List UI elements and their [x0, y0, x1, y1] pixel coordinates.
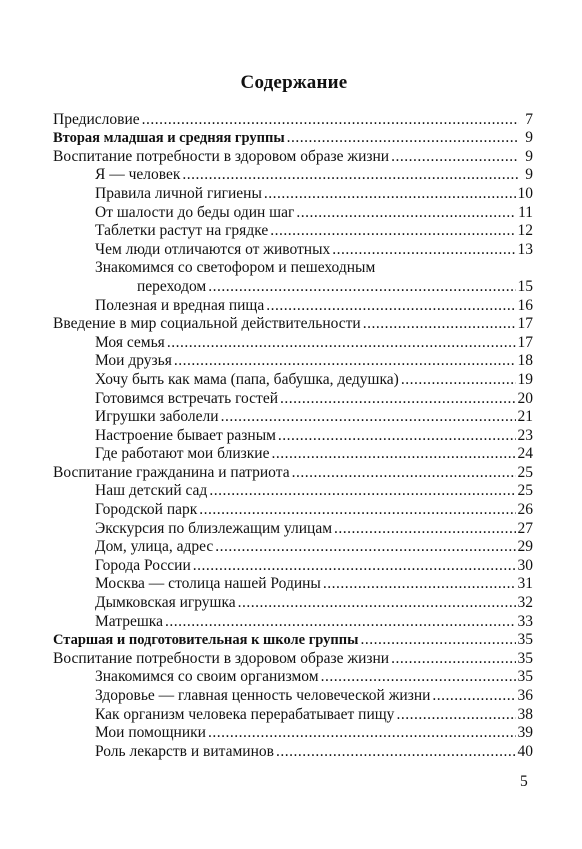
toc-entry [53, 742, 533, 761]
toc-entry-label: Наш детский сад [95, 482, 208, 500]
dot-leader [432, 687, 515, 705]
dot-leader [221, 408, 516, 426]
toc-entry [53, 445, 533, 464]
toc-entry [53, 259, 533, 296]
toc-entry-page: 20 [517, 389, 533, 407]
toc-entry-label: Воспитание потребности в здоровом образе жизни [53, 147, 390, 165]
toc-entry [53, 575, 533, 594]
toc-entry-label: Воспитание потребности в здоровом образе жизни [53, 649, 390, 667]
toc-entry-label: Таблетки растут на грядке [95, 222, 269, 240]
toc-entry-label: Предисловие [53, 110, 140, 128]
toc-entry-label: Вторая младшая и средняя группы [53, 130, 285, 147]
dot-leader [280, 390, 515, 408]
toc-entry-page: 25 [517, 482, 533, 500]
dot-leader [296, 204, 516, 222]
toc-entry-label: От шалости до беды один шаг [95, 203, 295, 221]
page-number: 5 [520, 773, 528, 790]
toc-entry-page: 21 [517, 408, 533, 426]
dot-leader [323, 575, 516, 593]
dot-leader [193, 557, 516, 575]
toc-entry-page: 27 [517, 519, 533, 537]
dot-leader [199, 501, 515, 519]
toc-entry-page: 17 [517, 333, 533, 351]
dot-leader [396, 706, 515, 724]
toc-entry-page: 23 [517, 426, 533, 444]
toc-entry-page: 33 [517, 612, 533, 630]
toc-entry-page: 19 [517, 370, 533, 388]
toc-entry-page: 39 [517, 724, 533, 742]
toc-entry [53, 426, 533, 445]
dot-leader [391, 650, 515, 668]
toc-entry-label: Знакомимся со светофором и пешеходным [95, 258, 376, 276]
toc-entry-label: Городской парк [95, 501, 198, 519]
toc-entry-page: 13 [517, 240, 533, 258]
toc-entry [53, 222, 533, 241]
toc-entry [53, 333, 533, 352]
toc-entry [53, 482, 533, 501]
toc-entry-page: 29 [517, 538, 533, 556]
toc-entry-label: Правила личной гигиены [95, 184, 262, 202]
toc-entry [53, 203, 533, 222]
toc-entry [53, 296, 533, 315]
toc-entry-label: Экскурсия по близлежащим улицам [95, 519, 333, 537]
toc-entry-label: Как организм человека перерабатывает пищу [95, 705, 395, 723]
toc-entry-page: 10 [517, 184, 533, 202]
toc-entry [53, 593, 533, 612]
dot-leader [238, 594, 516, 612]
toc-entry-label-continued: переходом [137, 277, 207, 295]
toc-entry [53, 631, 533, 650]
table-of-contents [53, 110, 533, 761]
dot-leader [391, 148, 519, 166]
dot-leader [270, 222, 515, 240]
toc-entry [53, 389, 533, 408]
dot-leader [401, 371, 516, 389]
toc-entry [53, 370, 533, 389]
toc-entry-label: Знакомимся со своим организмом [95, 668, 319, 686]
toc-entry-label: Полезная и вредная пища [95, 296, 265, 314]
toc-entry [53, 129, 533, 148]
toc-entry-label: Мои помощники [95, 724, 206, 742]
toc-entry-label: Игрушки заболели [95, 408, 219, 426]
toc-entry-label: Дом, улица, адрес [95, 538, 214, 556]
dot-leader [174, 352, 516, 370]
dot-leader [278, 427, 516, 445]
dot-leader [182, 166, 519, 184]
toc-entry [53, 110, 533, 129]
toc-entry-page: 9 [525, 166, 533, 184]
toc-entry-label: Я — человек [95, 166, 181, 184]
toc-entry [53, 538, 533, 557]
toc-entry [53, 612, 533, 631]
toc-entry-page: 35 [517, 631, 533, 649]
toc-entry-label: Мои друзья [95, 352, 172, 370]
toc-entry-page: 36 [517, 687, 533, 704]
toc-entry-page: 18 [517, 352, 533, 370]
toc-entry-page: 30 [517, 556, 533, 574]
toc-entry-label: Старшая и подготовительная к школе группы [53, 632, 359, 649]
dot-leader [266, 297, 515, 315]
toc-entry [53, 500, 533, 519]
toc-entry-label: Города России [95, 556, 191, 574]
toc-entry-page: 40 [517, 742, 533, 760]
toc-entry [53, 240, 533, 259]
toc-entry-label: Матрешка [95, 612, 163, 630]
toc-entry-label: Моя семья [95, 333, 165, 351]
toc-entry-page: 16 [517, 296, 533, 314]
dot-leader [142, 111, 519, 129]
dot-leader [215, 538, 515, 556]
toc-entry [53, 184, 533, 203]
dot-leader [321, 668, 516, 686]
toc-entry [53, 147, 533, 166]
toc-entry [53, 724, 533, 743]
toc-entry [53, 352, 533, 371]
toc-entry-page: 9 [525, 147, 533, 165]
toc-entry-page: 11 [518, 203, 533, 221]
toc-entry [53, 463, 533, 482]
toc-entry-label: Воспитание гражданина и патриота [53, 463, 290, 481]
toc-entry [53, 408, 533, 427]
dot-leader [271, 445, 515, 463]
dot-leader [287, 129, 519, 147]
toc-entry-label: Введение в мир социальной действительности [53, 315, 361, 333]
toc-entry-page: 15 [517, 277, 533, 295]
toc-entry [53, 519, 533, 538]
toc-entry-page: 26 [517, 501, 533, 519]
dot-leader [209, 482, 515, 500]
toc-entry [53, 705, 533, 724]
toc-entry-page: 17 [517, 315, 533, 333]
toc-entry-page: 35 [517, 649, 533, 667]
dot-leader [332, 241, 515, 259]
toc-entry-label: Настроение бывает разным [95, 426, 276, 444]
dot-leader [165, 613, 516, 631]
dot-leader [363, 315, 516, 333]
toc-entry-label: Дымковская игрушка [95, 594, 236, 612]
toc-entry [53, 556, 533, 575]
toc-entry-page: 9 [525, 129, 533, 147]
toc-entry [53, 686, 533, 705]
toc-entry-label: Готовимся встречать гостей [95, 389, 279, 407]
page-title: Содержание [240, 72, 348, 93]
toc-entry-page: 12 [517, 222, 533, 240]
toc-entry-label: Где работают мои близкие [95, 445, 270, 463]
toc-entry-page: 38 [517, 705, 533, 723]
toc-entry-page: 7 [525, 110, 533, 128]
toc-entry-page: 24 [517, 445, 533, 463]
toc-entry-label: Чем люди отличаются от животных [95, 240, 331, 258]
dot-leader [334, 520, 515, 538]
dot-leader [276, 743, 516, 761]
toc-entry-label: Роль лекарств и витаминов [95, 742, 274, 760]
toc-entry [53, 315, 533, 334]
toc-entry-page: 31 [517, 575, 533, 593]
toc-entry [53, 649, 533, 668]
dot-leader [208, 724, 516, 742]
dot-leader [360, 631, 515, 649]
toc-entry [53, 166, 533, 185]
toc-entry-page: 32 [517, 594, 533, 612]
toc-entry-label: Здоровье — главная ценность человеческой жизни [95, 687, 431, 704]
toc-entry-label: Москва — столица нашей Родины [95, 575, 321, 593]
toc-entry-page: 25 [517, 463, 533, 481]
dot-leader [264, 185, 516, 203]
dot-leader [208, 278, 515, 296]
dot-leader [167, 334, 516, 352]
toc-entry-label: Хочу быть как мама (папа, бабушка, дедушка) [95, 370, 399, 388]
toc-entry-page: 35 [517, 668, 533, 686]
toc-entry [53, 668, 533, 687]
dot-leader [292, 464, 516, 482]
